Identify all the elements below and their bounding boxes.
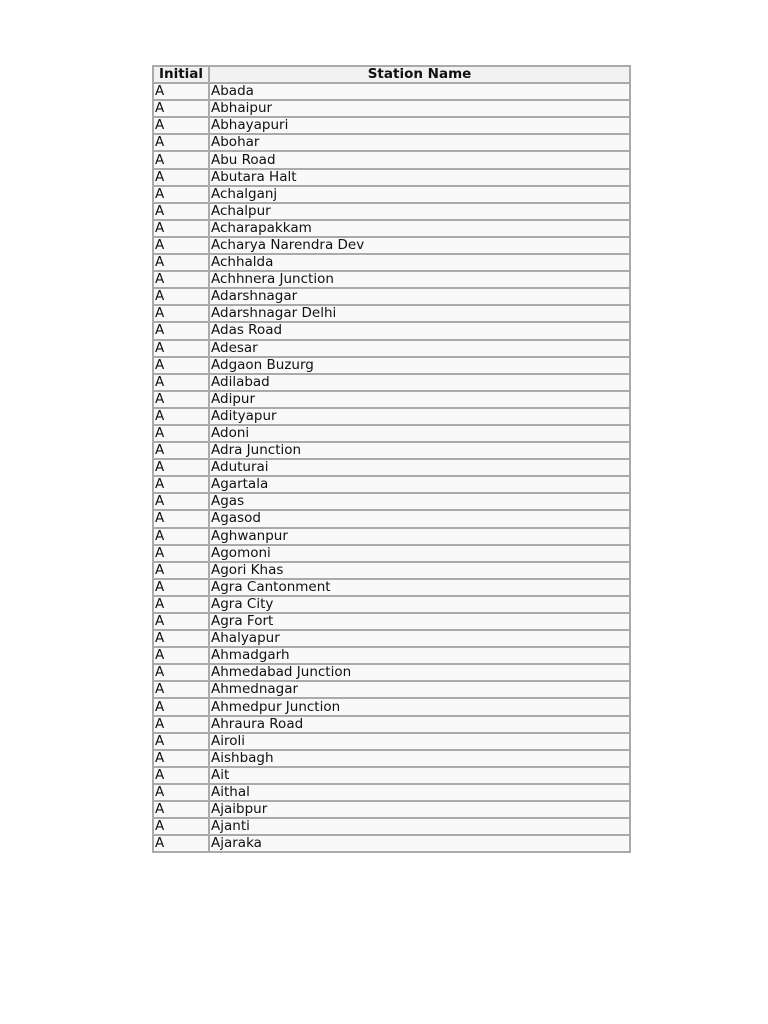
table-row	[153, 322, 630, 339]
initial-cell: A	[153, 288, 209, 305]
initial-cell: A	[153, 83, 209, 100]
initial-cell: A	[153, 647, 209, 664]
initial-cell: A	[153, 391, 209, 408]
initial-cell: A	[153, 203, 209, 220]
table-row	[153, 237, 630, 254]
initial-cell: A	[153, 374, 209, 391]
initial-cell: A	[153, 510, 209, 527]
table-row	[153, 562, 630, 579]
station-name-cell: Adilabad	[209, 374, 630, 391]
station-name-cell: Ahmadgarh	[209, 647, 630, 664]
table-row	[153, 681, 630, 698]
station-name-cell: Adgaon Buzurg	[209, 357, 630, 374]
table-row	[153, 784, 630, 801]
station-name-cell: Acharapakkam	[209, 220, 630, 237]
table-row	[153, 288, 630, 305]
station-name-cell: Ajaraka	[209, 835, 630, 852]
station-name-cell: Adoni	[209, 425, 630, 442]
table-row	[153, 186, 630, 203]
table-row	[153, 271, 630, 288]
table-row	[153, 459, 630, 476]
table-row	[153, 357, 630, 374]
initial-cell: A	[153, 459, 209, 476]
station-name-cell: Ahmednagar	[209, 681, 630, 698]
initial-cell: A	[153, 767, 209, 784]
table-row	[153, 510, 630, 527]
station-name-cell: Ahraura Road	[209, 716, 630, 733]
station-name-cell: Agomoni	[209, 545, 630, 562]
initial-cell: A	[153, 425, 209, 442]
station-name-cell: Achhalda	[209, 254, 630, 271]
initial-cell: A	[153, 134, 209, 151]
station-name-cell: Abhaipur	[209, 100, 630, 117]
station-name-cell: Achalpur	[209, 203, 630, 220]
station-name-cell: Adityapur	[209, 408, 630, 425]
station-name-cell: Agasod	[209, 510, 630, 527]
initial-cell: A	[153, 630, 209, 647]
table-row	[153, 408, 630, 425]
initial-cell: A	[153, 545, 209, 562]
initial-cell: A	[153, 716, 209, 733]
table-row	[153, 83, 630, 100]
table-row	[153, 579, 630, 596]
station-name-cell: Airoli	[209, 733, 630, 750]
table-row	[153, 545, 630, 562]
initial-cell: A	[153, 271, 209, 288]
station-name-cell: Agas	[209, 493, 630, 510]
initial-cell: A	[153, 340, 209, 357]
table-row	[153, 630, 630, 647]
table-row	[153, 169, 630, 186]
station-name-cell: Achhnera Junction	[209, 271, 630, 288]
initial-cell: A	[153, 579, 209, 596]
initial-cell: A	[153, 237, 209, 254]
initial-cell: A	[153, 169, 209, 186]
station-name-cell: Aghwanpur	[209, 528, 630, 545]
initial-cell: A	[153, 186, 209, 203]
initial-cell: A	[153, 322, 209, 339]
station-name-cell: Abohar	[209, 134, 630, 151]
initial-cell: A	[153, 305, 209, 322]
table-row	[153, 698, 630, 715]
table-row	[153, 733, 630, 750]
table-row	[153, 596, 630, 613]
table-row	[153, 442, 630, 459]
initial-cell: A	[153, 151, 209, 168]
initial-cell: A	[153, 596, 209, 613]
table-row	[153, 425, 630, 442]
station-name-cell: Abu Road	[209, 151, 630, 168]
initial-cell: A	[153, 818, 209, 835]
station-name-cell: Agra City	[209, 596, 630, 613]
initial-cell: A	[153, 784, 209, 801]
table-row	[153, 750, 630, 767]
table-row	[153, 801, 630, 818]
station-table	[152, 65, 631, 853]
table-row	[153, 220, 630, 237]
table-row	[153, 818, 630, 835]
station-name-cell: Acharya Narendra Dev	[209, 237, 630, 254]
initial-cell: A	[153, 117, 209, 134]
station-name-cell: Ahmedabad Junction	[209, 664, 630, 681]
initial-cell: A	[153, 562, 209, 579]
initial-cell: A	[153, 750, 209, 767]
station-name-cell: Ahalyapur	[209, 630, 630, 647]
station-name-cell: Ahmedpur Junction	[209, 698, 630, 715]
initial-cell: A	[153, 835, 209, 852]
station-name-cell: Adipur	[209, 391, 630, 408]
table-row	[153, 493, 630, 510]
station-name-cell: Agartala	[209, 476, 630, 493]
station-name-cell: Ait	[209, 767, 630, 784]
initial-cell: A	[153, 664, 209, 681]
table-body	[153, 83, 630, 852]
initial-cell: A	[153, 733, 209, 750]
initial-column-header: Initial	[153, 66, 209, 83]
station-name-cell: Abhayapuri	[209, 117, 630, 134]
station-name-cell: Abada	[209, 83, 630, 100]
initial-cell: A	[153, 408, 209, 425]
table-row	[153, 305, 630, 322]
table-header	[153, 66, 630, 83]
table-row	[153, 767, 630, 784]
table-row	[153, 613, 630, 630]
station-name-cell: Ajanti	[209, 818, 630, 835]
station-name-cell: Adra Junction	[209, 442, 630, 459]
station-name-cell: Abutara Halt	[209, 169, 630, 186]
table-row	[153, 117, 630, 134]
station-name-cell: Achalganj	[209, 186, 630, 203]
initial-cell: A	[153, 613, 209, 630]
table-row	[153, 254, 630, 271]
initial-cell: A	[153, 698, 209, 715]
initial-cell: A	[153, 357, 209, 374]
station-name-cell: Aishbagh	[209, 750, 630, 767]
table-row	[153, 374, 630, 391]
table-row	[153, 476, 630, 493]
station-name-column-header: Station Name	[209, 66, 630, 83]
table-row	[153, 835, 630, 852]
station-name-cell: Adarshnagar Delhi	[209, 305, 630, 322]
station-name-cell: Agra Fort	[209, 613, 630, 630]
table-row	[153, 391, 630, 408]
initial-cell: A	[153, 528, 209, 545]
table-row	[153, 203, 630, 220]
table-row	[153, 664, 630, 681]
initial-cell: A	[153, 254, 209, 271]
table-row	[153, 340, 630, 357]
table-row	[153, 647, 630, 664]
initial-cell: A	[153, 100, 209, 117]
table-row	[153, 716, 630, 733]
table-row	[153, 528, 630, 545]
station-name-cell: Agra Cantonment	[209, 579, 630, 596]
table-row	[153, 151, 630, 168]
initial-cell: A	[153, 476, 209, 493]
station-name-cell: Aithal	[209, 784, 630, 801]
station-name-cell: Adas Road	[209, 322, 630, 339]
station-name-cell: Ajaibpur	[209, 801, 630, 818]
header-row	[153, 66, 630, 83]
initial-cell: A	[153, 493, 209, 510]
initial-cell: A	[153, 801, 209, 818]
initial-cell: A	[153, 220, 209, 237]
station-name-cell: Adarshnagar	[209, 288, 630, 305]
station-name-cell: Adesar	[209, 340, 630, 357]
station-name-cell: Agori Khas	[209, 562, 630, 579]
initial-cell: A	[153, 442, 209, 459]
table-row	[153, 100, 630, 117]
initial-cell: A	[153, 681, 209, 698]
table-row	[153, 134, 630, 151]
station-name-cell: Aduturai	[209, 459, 630, 476]
